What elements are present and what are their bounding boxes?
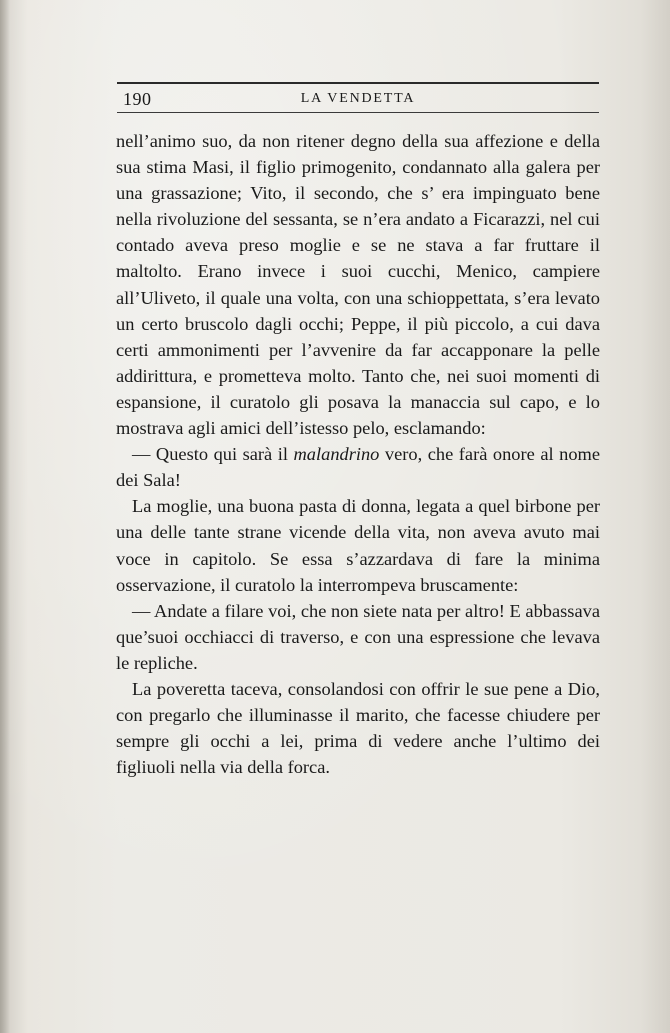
header-bottom-rule <box>117 112 599 113</box>
body-text <box>116 128 600 780</box>
paragraph-2-after: vero, che farà onore al nome dei Sala! <box>116 444 600 491</box>
page-header <box>117 78 599 118</box>
paragraph-2-before: — Questo qui sarà il <box>132 444 294 465</box>
paragraph-2-italic: malandrino <box>293 444 380 465</box>
header-top-rule <box>117 82 599 84</box>
page-number: 190 <box>123 89 152 109</box>
paragraph-2 <box>116 441 600 493</box>
paragraph-4: — Andate a filare voi, che non siete nata per altro! E abbassava que’suoi occhiacci di traverso, e con una espressione che levava le repliche. <box>116 600 600 673</box>
running-title: LA VENDETTA <box>300 91 416 106</box>
paragraph-5: La poveretta taceva, consolandosi con offrir le sue pene a Dio, con pregarlo che illuminasse il marito, che facesse chiudere per sempre gli occhi a lei, prima di vedere anche l’ultimo dei figliuoli nella via della forca. <box>116 678 600 778</box>
paragraph-1: nell’animo suo, da non ritener degno della sua affezione e della sua stima Masi, il figlio primogenito, condannato alla galera per una grassazione; Vito, il secondo, che s’ era impinguato bene nella rivoluzione del sessanta, se n’era andato a Ficarazzi, nel cui contado aveva preso moglie e se ne stava a far fruttare il maltolto. Erano invece i suoi cucchi, Menico, campiere all’Uliveto, il quale una volta, con una schioppettata, s’era levato un certo bruscolo dagli occhi; Peppe, il più piccolo, a cui dava certi ammonimenti per l’avvenire da far accapponare la pelle addirittura, e prometteva molto. Tanto che, nei suoi momenti di espansione, il curatolo gli posava la manaccia sul capo, e lo mostrava agli amici dell’istesso pelo, esclamando: <box>116 131 600 439</box>
paragraph-3: La moglie, una buona pasta di donna, legata a quel birbone per una delle tante strane vicende della vita, non aveva avuto mai voce in capitolo. Se essa s’azzardava di fare la minima osservazione, il curatolo la interrompeva bruscamente: <box>116 496 600 595</box>
